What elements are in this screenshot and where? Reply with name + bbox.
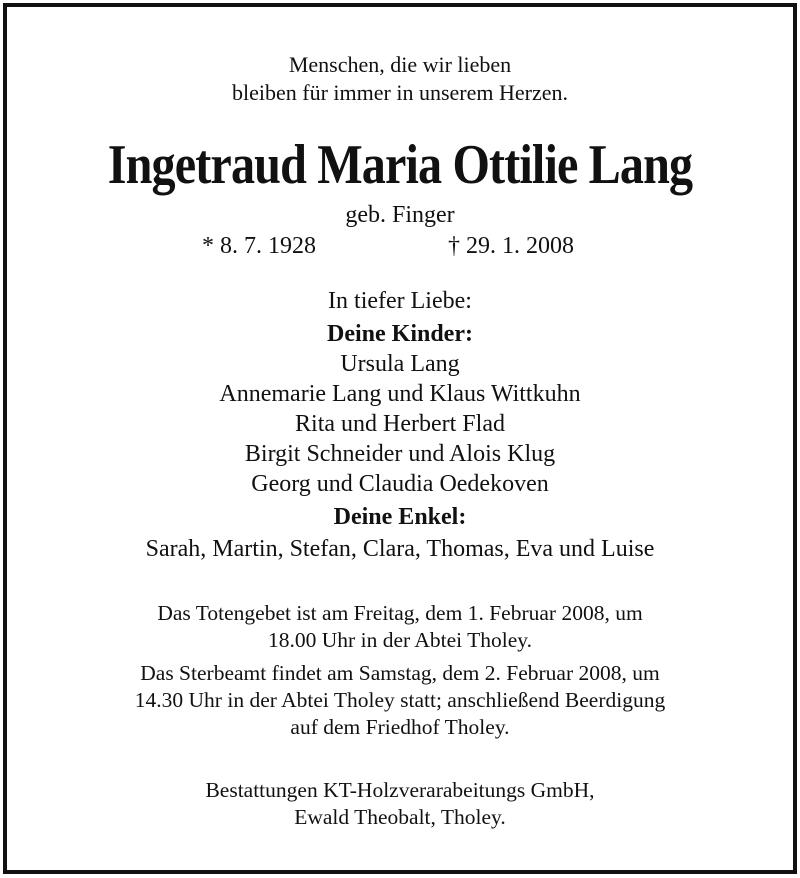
requiem-line-3: auf dem Friedhof Tholey. <box>290 715 510 739</box>
requiem-line-1: Das Sterbeamt findet am Samstag, dem 2. Februar 2008, um <box>140 661 660 685</box>
prayer-line-1: Das Totengebet ist am Freitag, dem 1. Februar 2008, um <box>157 601 643 625</box>
prayer-line-2: 18.00 Uhr in der Abtei Tholey. <box>268 628 532 652</box>
child-name: Birgit Schneider und Alois Klug <box>244 441 556 467</box>
grandchildren-names: Sarah, Martin, Stefan, Clara, Thomas, Eva und Luise <box>145 536 655 562</box>
children-heading: Deine Kinder: <box>327 321 473 347</box>
obituary-notice <box>3 3 797 874</box>
undertaker-line-2: Ewald Theobalt, Tholey. <box>294 805 506 829</box>
child-name: Georg und Claudia Oedekoven <box>251 471 549 497</box>
grandchildren-heading: Deine Enkel: <box>333 504 467 530</box>
undertaker-line-1: Bestattungen KT-Holzverarabeitungs GmbH, <box>205 778 595 802</box>
motto-line-1: Menschen, die wir lieben <box>288 52 512 77</box>
requiem-line-2: 14.30 Uhr in der Abtei Tholey statt; anschließend Beerdigung <box>134 688 666 712</box>
child-name: Annemarie Lang und Klaus Wittkuhn <box>219 381 581 407</box>
child-name: Rita und Herbert Flad <box>295 411 505 437</box>
deceased-name: Ingetraud Maria Ottilie Lang <box>107 134 693 196</box>
life-dates <box>7 234 793 260</box>
maiden-name: geb. Finger <box>345 202 455 228</box>
child-name: Ursula Lang <box>340 351 460 377</box>
death-date: † 29. 1. 2008 <box>448 233 574 259</box>
motto-line-2: bleiben für immer in unserem Herzen. <box>232 80 568 105</box>
intro-text: In tiefer Liebe: <box>328 288 472 314</box>
birth-date: * 8. 7. 1928 <box>202 233 316 259</box>
